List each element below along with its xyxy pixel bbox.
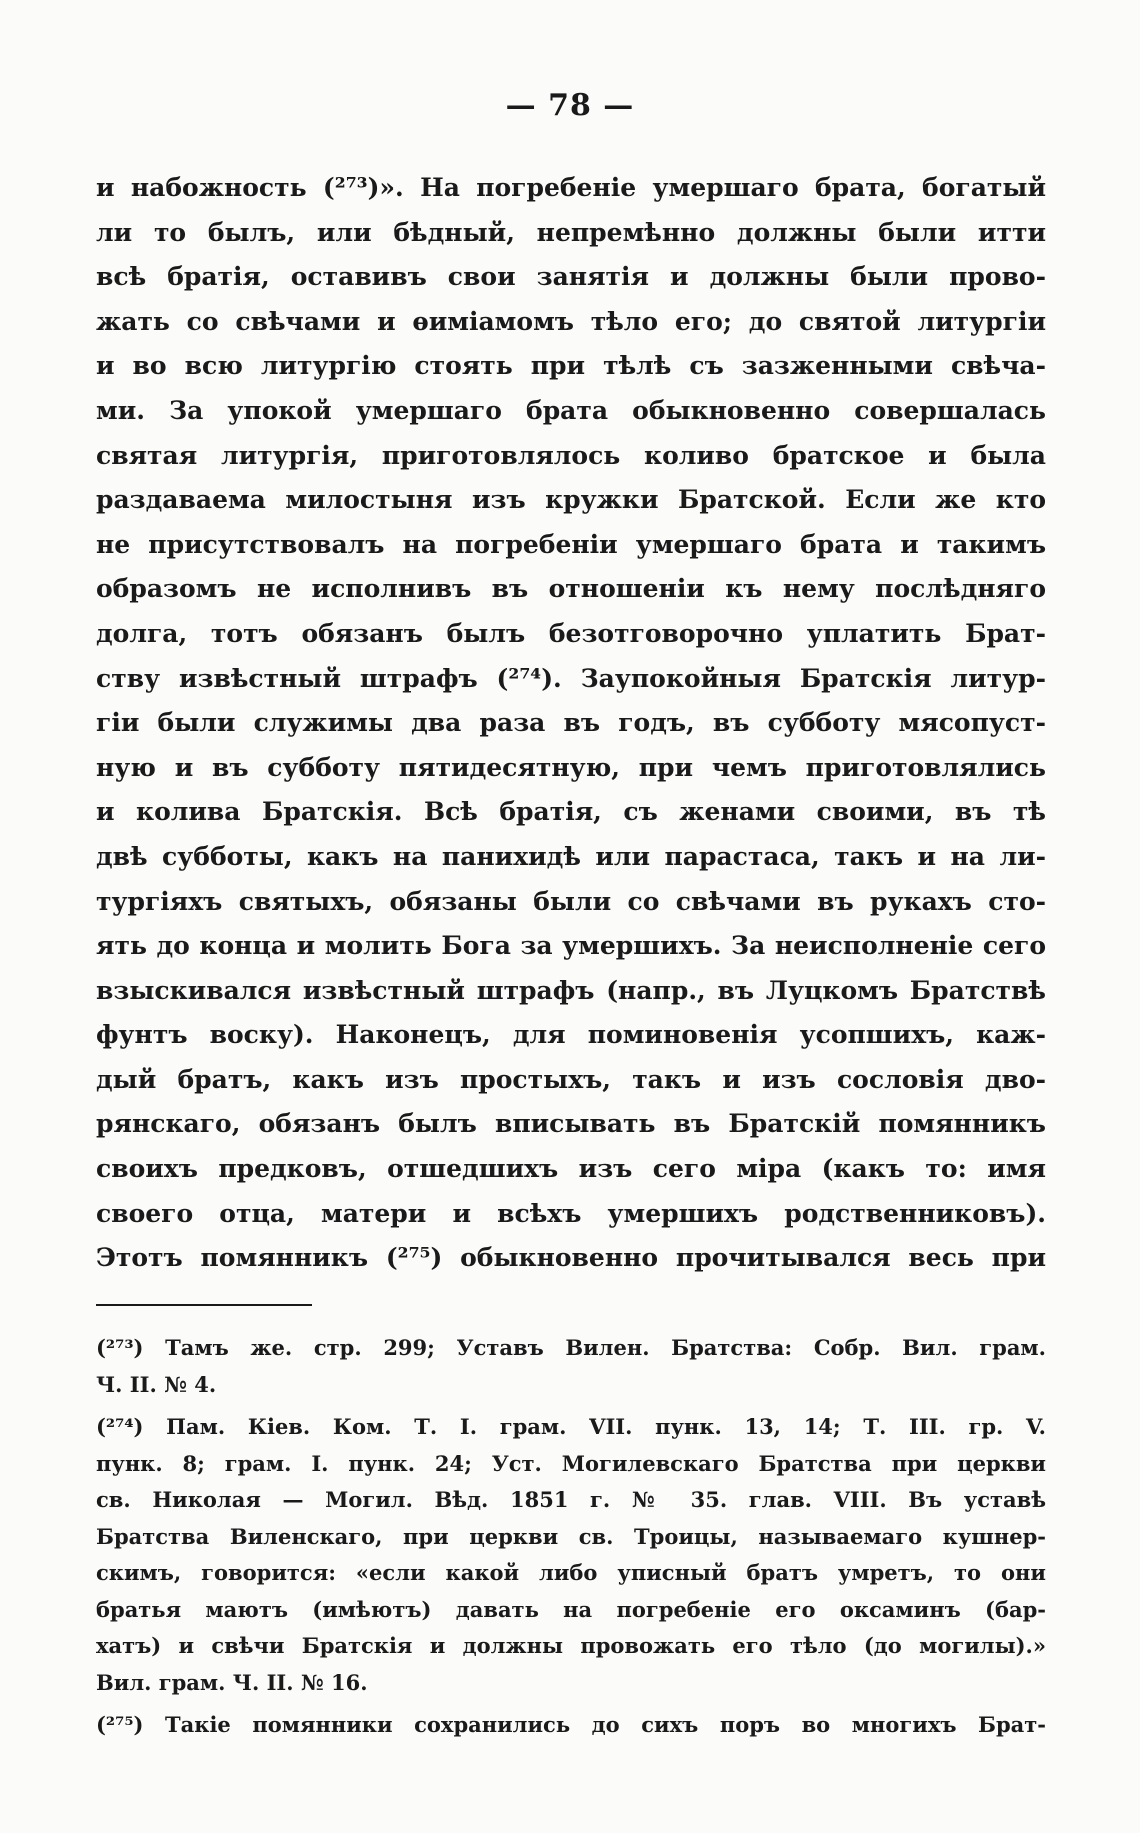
text-line: взыскивался извѣстный штрафъ (напр., въ Луцкомъ Братствѣ — [96, 975, 1046, 1005]
text-line: образомъ не исполнивъ въ отношеніи къ нему послѣдняго — [96, 574, 1046, 604]
text-line: долга, тотъ обязанъ былъ безотговорочно уплатить Брат- — [96, 618, 1046, 648]
text-line: не присутствовалъ на погребеніи умершаго брата и такимъ — [96, 529, 1046, 559]
footnote-line: (²⁷³) Тамъ же. стр. 299; Уставъ Вилен. Братства: Собр. Вил. грам. — [96, 1335, 1046, 1360]
footnotes — [96, 1330, 1046, 1750]
footnote-line: Вил. грам. Ч. II. № 16. — [96, 1669, 368, 1695]
text-line: рянскаго, обязанъ былъ вписывать въ Братскій помянникъ — [96, 1109, 1046, 1139]
text-line: ную и въ субботу пятидесятную, при чемъ приготовлялись — [96, 752, 1046, 782]
text-line: ству извѣстный штрафъ (²⁷⁴). Заупокойныя Братскія литур- — [96, 663, 1046, 693]
footnote-line: скимъ, говорится: «если какой либо уписный братъ умретъ, то они — [96, 1560, 1046, 1585]
footnote-separator — [96, 1304, 312, 1306]
text-line: и колива Братскія. Всѣ братія, съ женами своими, въ тѣ — [96, 797, 1046, 827]
footnote-line: хатъ) и свѣчи Братскія и должны провожать его тѣло (до могилы).» — [96, 1633, 1046, 1658]
text-line: своего отца, матери и всѣхъ умершихъ родственниковъ). — [96, 1198, 1046, 1228]
text-line: тургіяхъ святыхъ, обязаны были со свѣчами въ рукахъ сто- — [96, 886, 1046, 916]
text-line: раздаваема милостыня изъ кружки Братской. Если же кто — [96, 485, 1046, 515]
footnote-273 — [96, 1330, 1046, 1403]
text-line: гіи были служимы два раза въ годъ, въ субботу мясопуст- — [96, 708, 1046, 738]
footnote-line: Ч. II. № 4. — [96, 1371, 217, 1397]
footnote-line: братья маютъ (имѣютъ) давать на погребеніе его оксаминъ (бар- — [96, 1596, 1046, 1622]
text-line: ять до конца и молить Бога за умершихъ. За неисполненіе сего — [96, 931, 1046, 961]
text-line: двѣ субботы, какъ на панихидѣ или парастаса, такъ и на ли- — [96, 841, 1046, 871]
text-line: ли то былъ, или бѣдный, непремѣнно должны были итти — [96, 217, 1046, 247]
footnote-line: (²⁷⁵) Такіе помянники сохранились до сихъ поръ во многихъ Брат- — [96, 1712, 1046, 1737]
footnote-line: св. Николая — Могил. Вѣд. 1851 г. № 35. глав. VIII. Въ уставѣ — [96, 1487, 1046, 1512]
main-text — [96, 166, 1046, 1281]
text-line: своихъ предковъ, отшедшихъ изъ сего міра (какъ то: имя — [96, 1154, 1046, 1184]
text-line: жать со свѣчами и ѳиміамомъ тѣло его; до святой литургіи — [96, 306, 1046, 336]
text-line: Этотъ помянникъ (²⁷⁵) обыкновенно прочитывался весь при — [96, 1243, 1046, 1273]
footnote-line: (²⁷⁴) Пам. Кiев. Ком. Т. I. грам. VII. пунк. 13, 14; Т. III. гр. V. — [96, 1414, 1046, 1439]
text-line: и во всю литургію стоять при тѣлѣ съ зазженными свѣча- — [96, 351, 1046, 381]
page-number: — 78 — — [505, 88, 635, 123]
text-line: всѣ братія, оставивъ свои занятія и должны были прово- — [96, 262, 1046, 292]
text-line: ми. За упокой умершаго брата обыкновенно совершалась — [96, 395, 1046, 425]
text-line: и набожность (²⁷³)». На погребеніе умершаго брата, богатый — [96, 173, 1046, 202]
footnote-line: пунк. 8; грам. I. пунк. 24; Уст. Могилевскаго Братства при церкви — [96, 1450, 1046, 1476]
footnote-line: Братства Виленскаго, при церкви св. Троицы, называемаго кушнер- — [96, 1523, 1046, 1549]
text-line: дый братъ, какъ изъ простыхъ, такъ и изъ сословія дво- — [96, 1064, 1046, 1094]
footnote-274 — [96, 1409, 1046, 1701]
text-line: святая литургія, приготовлялось коливо братское и была — [96, 440, 1046, 470]
text-line: фунтъ воску). Наконецъ, для поминовенія усопшихъ, каж- — [96, 1020, 1046, 1050]
footnote-275 — [96, 1707, 1046, 1744]
